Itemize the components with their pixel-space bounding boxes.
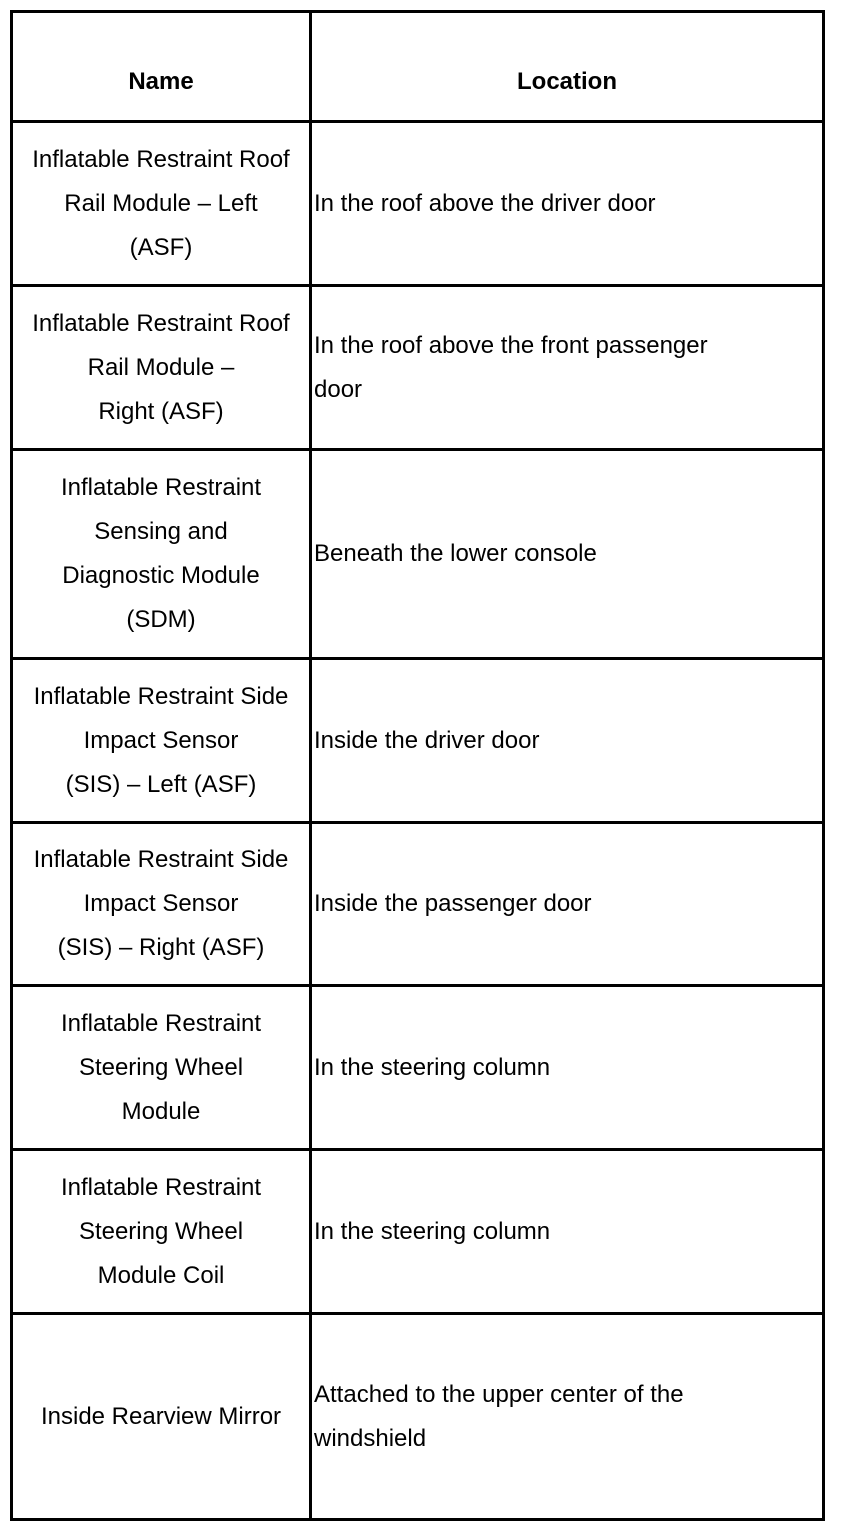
table-row-name — [13, 660, 309, 821]
row-3-name: Inflatable Restraint Sensing and Diagnostic Module (SDM) — [60, 474, 262, 633]
row-1-location: In the roof above the driver door — [314, 189, 656, 217]
row-8-location: Attached to the upper center of the windshield — [314, 1380, 684, 1452]
table-row-location — [312, 987, 822, 1148]
header-name-label: Name — [128, 68, 194, 95]
row-4-name: Inflatable Restraint Side Impact Sensor (SIS) – Left (ASF) — [33, 682, 289, 798]
row-7-name: Inflatable Restraint Steering Wheel Module Coil — [60, 1173, 262, 1289]
row-8-name: Inside Rearview Mirror — [40, 1402, 282, 1430]
table-row-location — [312, 660, 822, 821]
header-name — [13, 13, 309, 120]
row-5-name: Inflatable Restraint Side Impact Sensor (SIS) – Right (ASF) — [33, 846, 289, 961]
table-row-location — [312, 1151, 822, 1312]
row-4-location: Inside the driver door — [314, 726, 540, 754]
header-location-label: Location — [517, 68, 617, 95]
table-row-name — [13, 123, 309, 284]
row-2-name: Inflatable Restraint Roof Rail Module – Right (ASF) — [32, 309, 290, 425]
row-2-location: In the roof above the front passenger door — [314, 331, 708, 403]
table-row-name — [13, 824, 309, 984]
row-6-location: In the steering column — [314, 1053, 551, 1081]
header-location — [312, 13, 822, 120]
table-row-location — [312, 287, 822, 448]
table-row-name — [13, 987, 309, 1148]
row-1-name: Inflatable Restraint Roof Rail Module – Left (ASF) — [32, 145, 290, 261]
row-5-location: Inside the passenger door — [314, 890, 592, 917]
row-3-location: Beneath the lower console — [314, 540, 597, 567]
table-row-name — [13, 1315, 309, 1518]
table-row-location — [312, 123, 822, 284]
table-row-name — [13, 451, 309, 657]
component-location-table — [10, 10, 825, 1521]
table-row-location — [312, 451, 822, 657]
table-row-name — [13, 287, 309, 448]
table-row-location — [312, 1315, 822, 1518]
table-row-name — [13, 1151, 309, 1312]
table-row-location — [312, 824, 822, 984]
row-7-location: In the steering column — [314, 1217, 551, 1245]
row-6-name: Inflatable Restraint Steering Wheel Module — [60, 1009, 262, 1125]
